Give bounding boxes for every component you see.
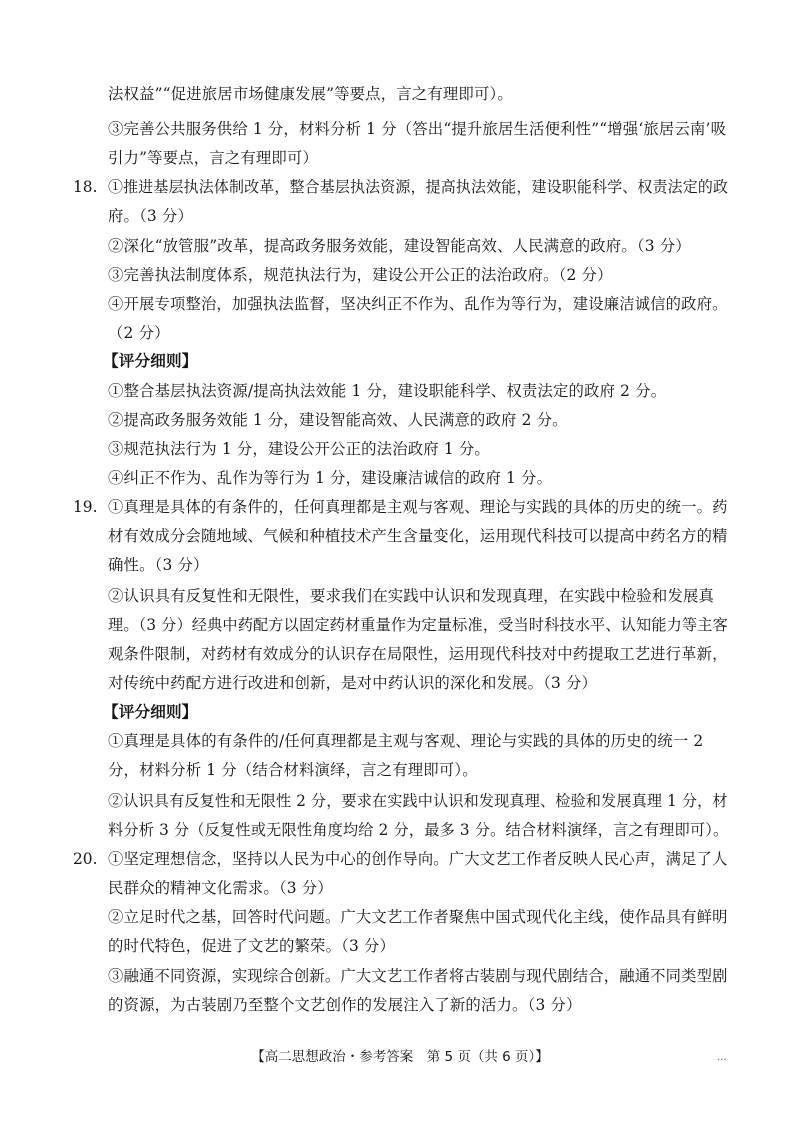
text-line-23: ①真理是具体的有条件的/任何真理都是主观与客观、理论与实践的具体的历史的统一 2: [108, 732, 704, 750]
text-line-5: 府。（3 分）: [108, 207, 193, 225]
text-line-6: ②深化“放管服”改革，提高政务服务效能，建设智能高效、人民满意的政府。（3 分）: [108, 237, 691, 255]
text-line-18: ②认识具有反复性和无限性，要求我们在实践中认识和发现真理，在实践中检验和发展真: [108, 587, 715, 605]
question-number-20: 20.: [73, 850, 98, 868]
text-line-21: 对传统中药配方进行改进和创新，是对中药认识的深化和发展。（3 分）: [108, 674, 598, 692]
text-line-8: ④开展专项整治，加强执法监督，坚决纠正不作为、乱作为等行为，建设廉洁诚信的政府。: [108, 295, 728, 313]
text-line-1: 法权益”“促进旅居市场健康发展”等要点，言之有理即可）。: [108, 85, 513, 103]
text-line-13: ③规范执法行为 1 分，建设公开公正的法治政府 1 分。: [108, 440, 490, 458]
text-line-20: 观条件限制，对药材有效成分的认识存在局限性，运用现代科技对中药提取工艺进行革新，: [108, 645, 728, 663]
text-line-32: 的资源，为古装剧乃至整个文艺创作的发展注入了新的活力。（3 分）: [108, 996, 582, 1014]
text-line-11: ①整合基层执法资源/提高执法效能 1 分，建设职能科学、权责法定的政府 2 分。: [108, 382, 667, 400]
text-line-9: （2 分）: [108, 324, 170, 342]
text-line-30: 的时代特色，促进了文艺的繁荣。（3 分）: [108, 937, 396, 955]
text-line-24: 分，材料分析 1 分（结合材料演绎，言之有理即可）。: [108, 761, 478, 779]
text-line-29: ②立足时代之基，回答时代问题。广大文艺工作者聚焦中国式现代化主线，使作品具有鲜明: [108, 908, 728, 926]
text-line-31: ③融通不同资源，实现综合创新。广大文艺工作者将古装剧与现代剧结合，融通不同类型剧: [108, 967, 728, 985]
scoring-rules-heading: 【评分细则】: [103, 703, 198, 721]
question-number-18: 18.: [73, 178, 98, 196]
text-line-27: ①坚定理想信念，坚持以人民为中心的创作导向。广大文艺工作者反映人民心声，满足了人: [108, 850, 728, 868]
text-line-15: ①真理是具体的有条件的，任何真理都是主观与客观、理论与实践的具体的历史的统一。药: [108, 498, 728, 516]
text-line-12: ②提高政务服务效能 1 分，建设智能高效、人民满意的政府 2 分。: [108, 411, 568, 429]
text-line-4: ①推进基层执法体制改革，整合基层执法资源，提高执法效能，建设职能科学、权责法定的政: [108, 178, 729, 196]
text-line-28: 民群众的精神文化需求。（3 分）: [108, 879, 333, 897]
scoring-rules-heading: 【评分细则】: [103, 352, 198, 370]
text-line-25: ②认识具有反复性和无限性 2 分，要求在实践中认识和发现真理、检验和发展真理 1 分，材: [108, 792, 728, 810]
text-line-19: 理。（3 分）经典中药配方以固定药材重量作为定量标准，受当时科技水平、认知能力等主客: [108, 616, 728, 634]
text-line-16: 材有效成分会随地域、气候和种植技术产生含量变化，运用现代科技可以提高中药名方的精: [108, 527, 728, 545]
question-number-19: 19.: [73, 498, 98, 516]
page-footer: 【高二思想政治・参考答案 第 5 页（共 6 页）】: [251, 1049, 549, 1065]
text-line-2: ③完善公共服务供给 1 分，材料分析 1 分（答出“提升旅居生活便利性”“增强‘旅居云南’吸: [108, 120, 727, 138]
text-line-7: ③完善执法制度体系，规范执法行为，建设公开公正的法治政府。（2 分）: [108, 266, 613, 284]
corner-mark: ...: [717, 1052, 727, 1063]
text-line-17: 确性。（3 分）: [108, 556, 209, 574]
text-line-3: 引力”等要点，言之有理即可）: [108, 149, 319, 167]
text-line-14: ④纠正不作为、乱作为等行为 1 分，建设廉洁诚信的政府 1 分。: [108, 469, 553, 487]
text-line-26: 料分析 3 分（反复性或无限性角度均给 2 分，最多 3 分。结合材料演绎，言之有理即可）。: [108, 821, 729, 839]
